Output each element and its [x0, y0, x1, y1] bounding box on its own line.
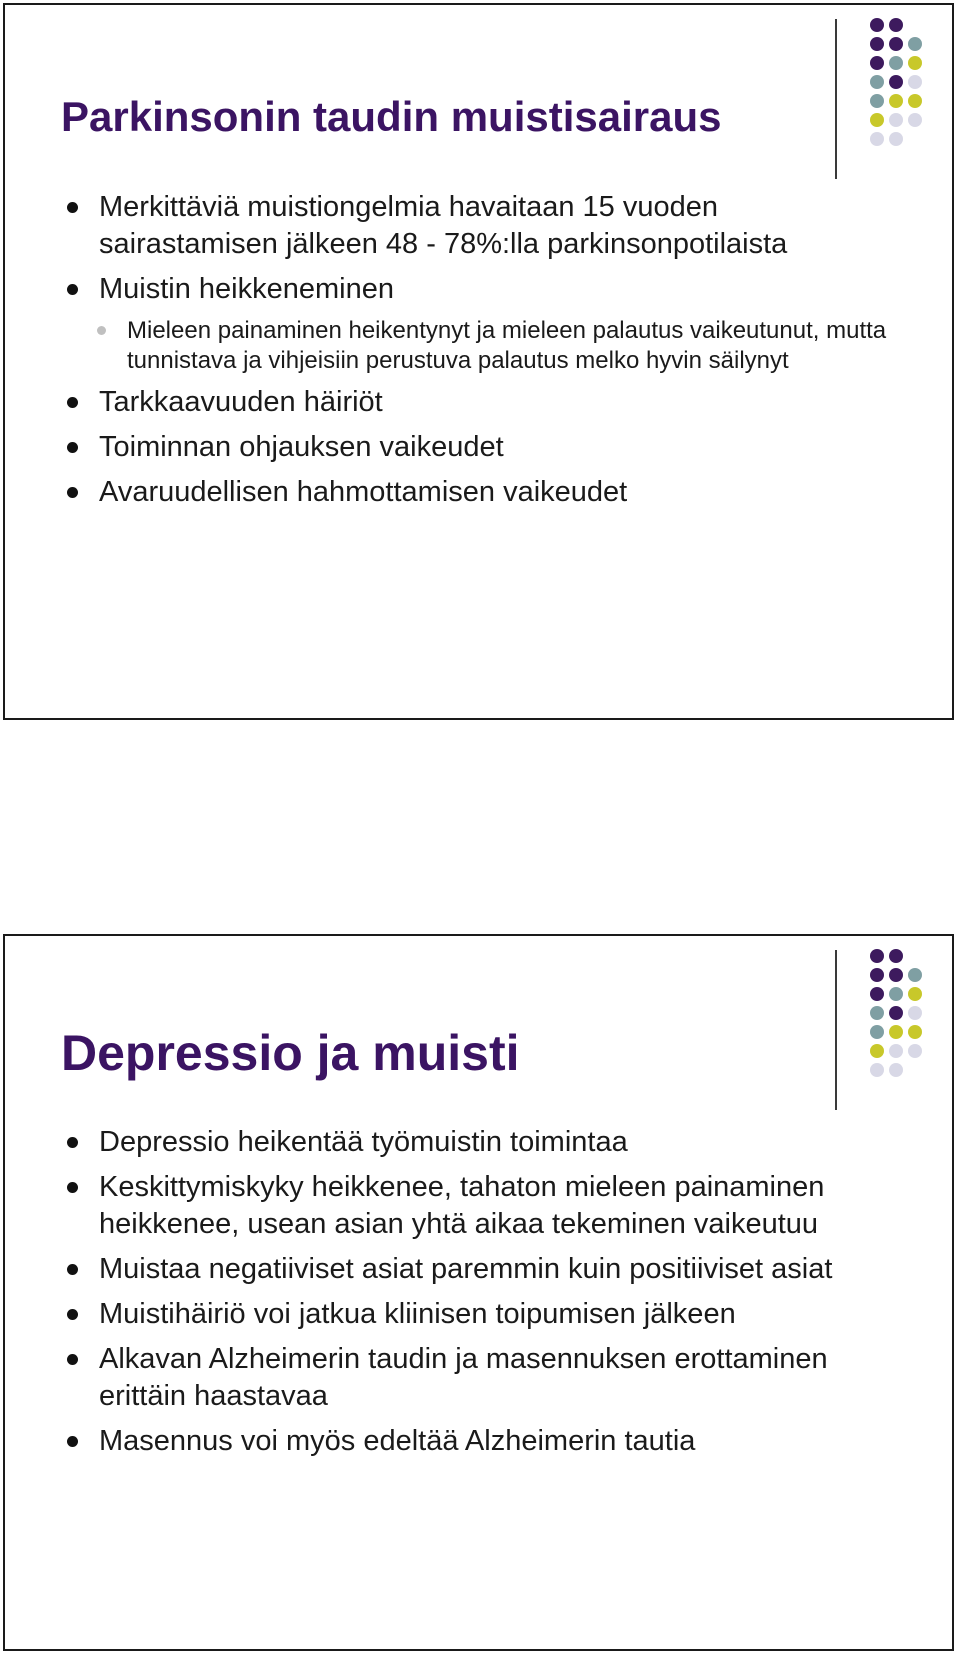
decorative-dot	[889, 75, 903, 89]
bullet-dot-icon	[67, 284, 78, 295]
bullet-list	[61, 1124, 892, 1468]
bullet-text: Muistaa negatiiviset asiat paremmin kuin positiiviset asiat	[99, 1253, 833, 1285]
decorative-dot	[870, 987, 884, 1001]
decorative-dot	[889, 968, 903, 982]
decorative-dot	[870, 37, 884, 51]
decorative-dot	[889, 132, 903, 146]
decorative-dot	[889, 18, 903, 32]
decorative-dot	[908, 968, 922, 982]
decorative-dot	[908, 94, 922, 108]
decorative-dot	[908, 113, 922, 127]
decorative-dot	[908, 1006, 922, 1020]
decorative-dot	[870, 949, 884, 963]
decorative-dot	[870, 132, 884, 146]
decorative-dot	[870, 94, 884, 108]
bullet-text: Alkavan Alzheimerin taudin ja masennuksen erottaminen erittäin haastavaa	[99, 1343, 828, 1412]
bullet-item	[61, 1251, 892, 1288]
decorative-dot	[908, 56, 922, 70]
decorative-dot-grid-icon	[822, 936, 952, 1106]
bullet-dot-icon	[67, 397, 78, 408]
bullet-dot-icon	[67, 1264, 78, 1275]
slide-title: Depressio ja muisti	[61, 1025, 520, 1081]
bullet-text: Muistin heikkeneminen	[99, 273, 394, 305]
bullet-text: Toiminnan ohjauksen vaikeudet	[99, 431, 504, 463]
bullet-text: Tarkkaavuuden häiriöt	[99, 386, 383, 418]
decorative-dot	[889, 1006, 903, 1020]
decorative-dot	[889, 987, 903, 1001]
decorative-dot	[889, 56, 903, 70]
bullet-item	[61, 474, 892, 511]
decorative-dot	[870, 18, 884, 32]
decorative-dot	[908, 1044, 922, 1058]
bullet-item	[61, 271, 892, 308]
bullet-item	[61, 1169, 892, 1243]
slide-title: Parkinsonin taudin muistisairaus	[61, 93, 722, 140]
decorative-dot	[889, 37, 903, 51]
bullet-dot-icon	[97, 326, 106, 335]
bullet-text: Depressio heikentää työmuistin toimintaa	[99, 1126, 628, 1158]
bullet-item	[61, 1341, 892, 1415]
bullet-item	[61, 384, 892, 421]
bullet-list	[61, 189, 892, 519]
bullet-item	[61, 1296, 892, 1333]
decorative-dot	[908, 37, 922, 51]
bullet-dot-icon	[67, 1436, 78, 1447]
bullet-dot-icon	[67, 1137, 78, 1148]
bullet-item	[61, 1423, 892, 1460]
decorative-dot	[908, 75, 922, 89]
decorative-dot	[870, 968, 884, 982]
bullet-dot-icon	[67, 442, 78, 453]
decorative-dot	[889, 1025, 903, 1039]
bullet-text: Merkittäviä muistiongelmia havaitaan 15 vuoden sairastamisen jälkeen 48 - 78%:lla parkinsonpotilaista	[99, 191, 788, 260]
decorative-dot	[870, 1025, 884, 1039]
decorative-dot	[870, 113, 884, 127]
bullet-text: Muistihäiriö voi jatkua kliinisen toipumisen jälkeen	[99, 1298, 736, 1330]
bullet-dot-icon	[67, 1354, 78, 1365]
slide-1	[3, 3, 954, 720]
decorative-dot	[889, 113, 903, 127]
decorative-dot	[889, 1044, 903, 1058]
decorative-dot	[889, 1063, 903, 1077]
bullet-text: Avaruudellisen hahmottamisen vaikeudet	[99, 476, 628, 508]
bullet-dot-icon	[67, 1182, 78, 1193]
bullet-item	[61, 189, 892, 263]
bullet-item	[61, 429, 892, 466]
sub-bullet-item	[91, 316, 892, 376]
slide-2	[3, 934, 954, 1651]
decorative-dot	[870, 1063, 884, 1077]
decorative-dot	[908, 987, 922, 1001]
decorative-dot	[908, 1025, 922, 1039]
bullet-text: Mieleen painaminen heikentynyt ja mieleen palautus vaikeutunut, mutta tunnistava ja vihjeisiin perustuva palautus melko hyvin säilynyt	[127, 317, 887, 374]
decorative-dot-grid-icon	[822, 5, 952, 175]
decorative-dot	[870, 1044, 884, 1058]
decorative-dot	[889, 949, 903, 963]
bullet-text: Keskittymiskyky heikkenee, tahaton mieleen painaminen heikkenee, usean asian yhtä aikaa tekeminen vaikeutuu	[99, 1171, 825, 1240]
decorative-dot	[889, 94, 903, 108]
bullet-dot-icon	[67, 1309, 78, 1320]
decorative-dot	[870, 56, 884, 70]
bullet-dot-icon	[67, 487, 78, 498]
bullet-item	[61, 1124, 892, 1161]
decorative-dot	[870, 1006, 884, 1020]
decorative-dot	[870, 75, 884, 89]
bullet-dot-icon	[67, 202, 78, 213]
bullet-text: Masennus voi myös edeltää Alzheimerin tautia	[99, 1425, 696, 1457]
